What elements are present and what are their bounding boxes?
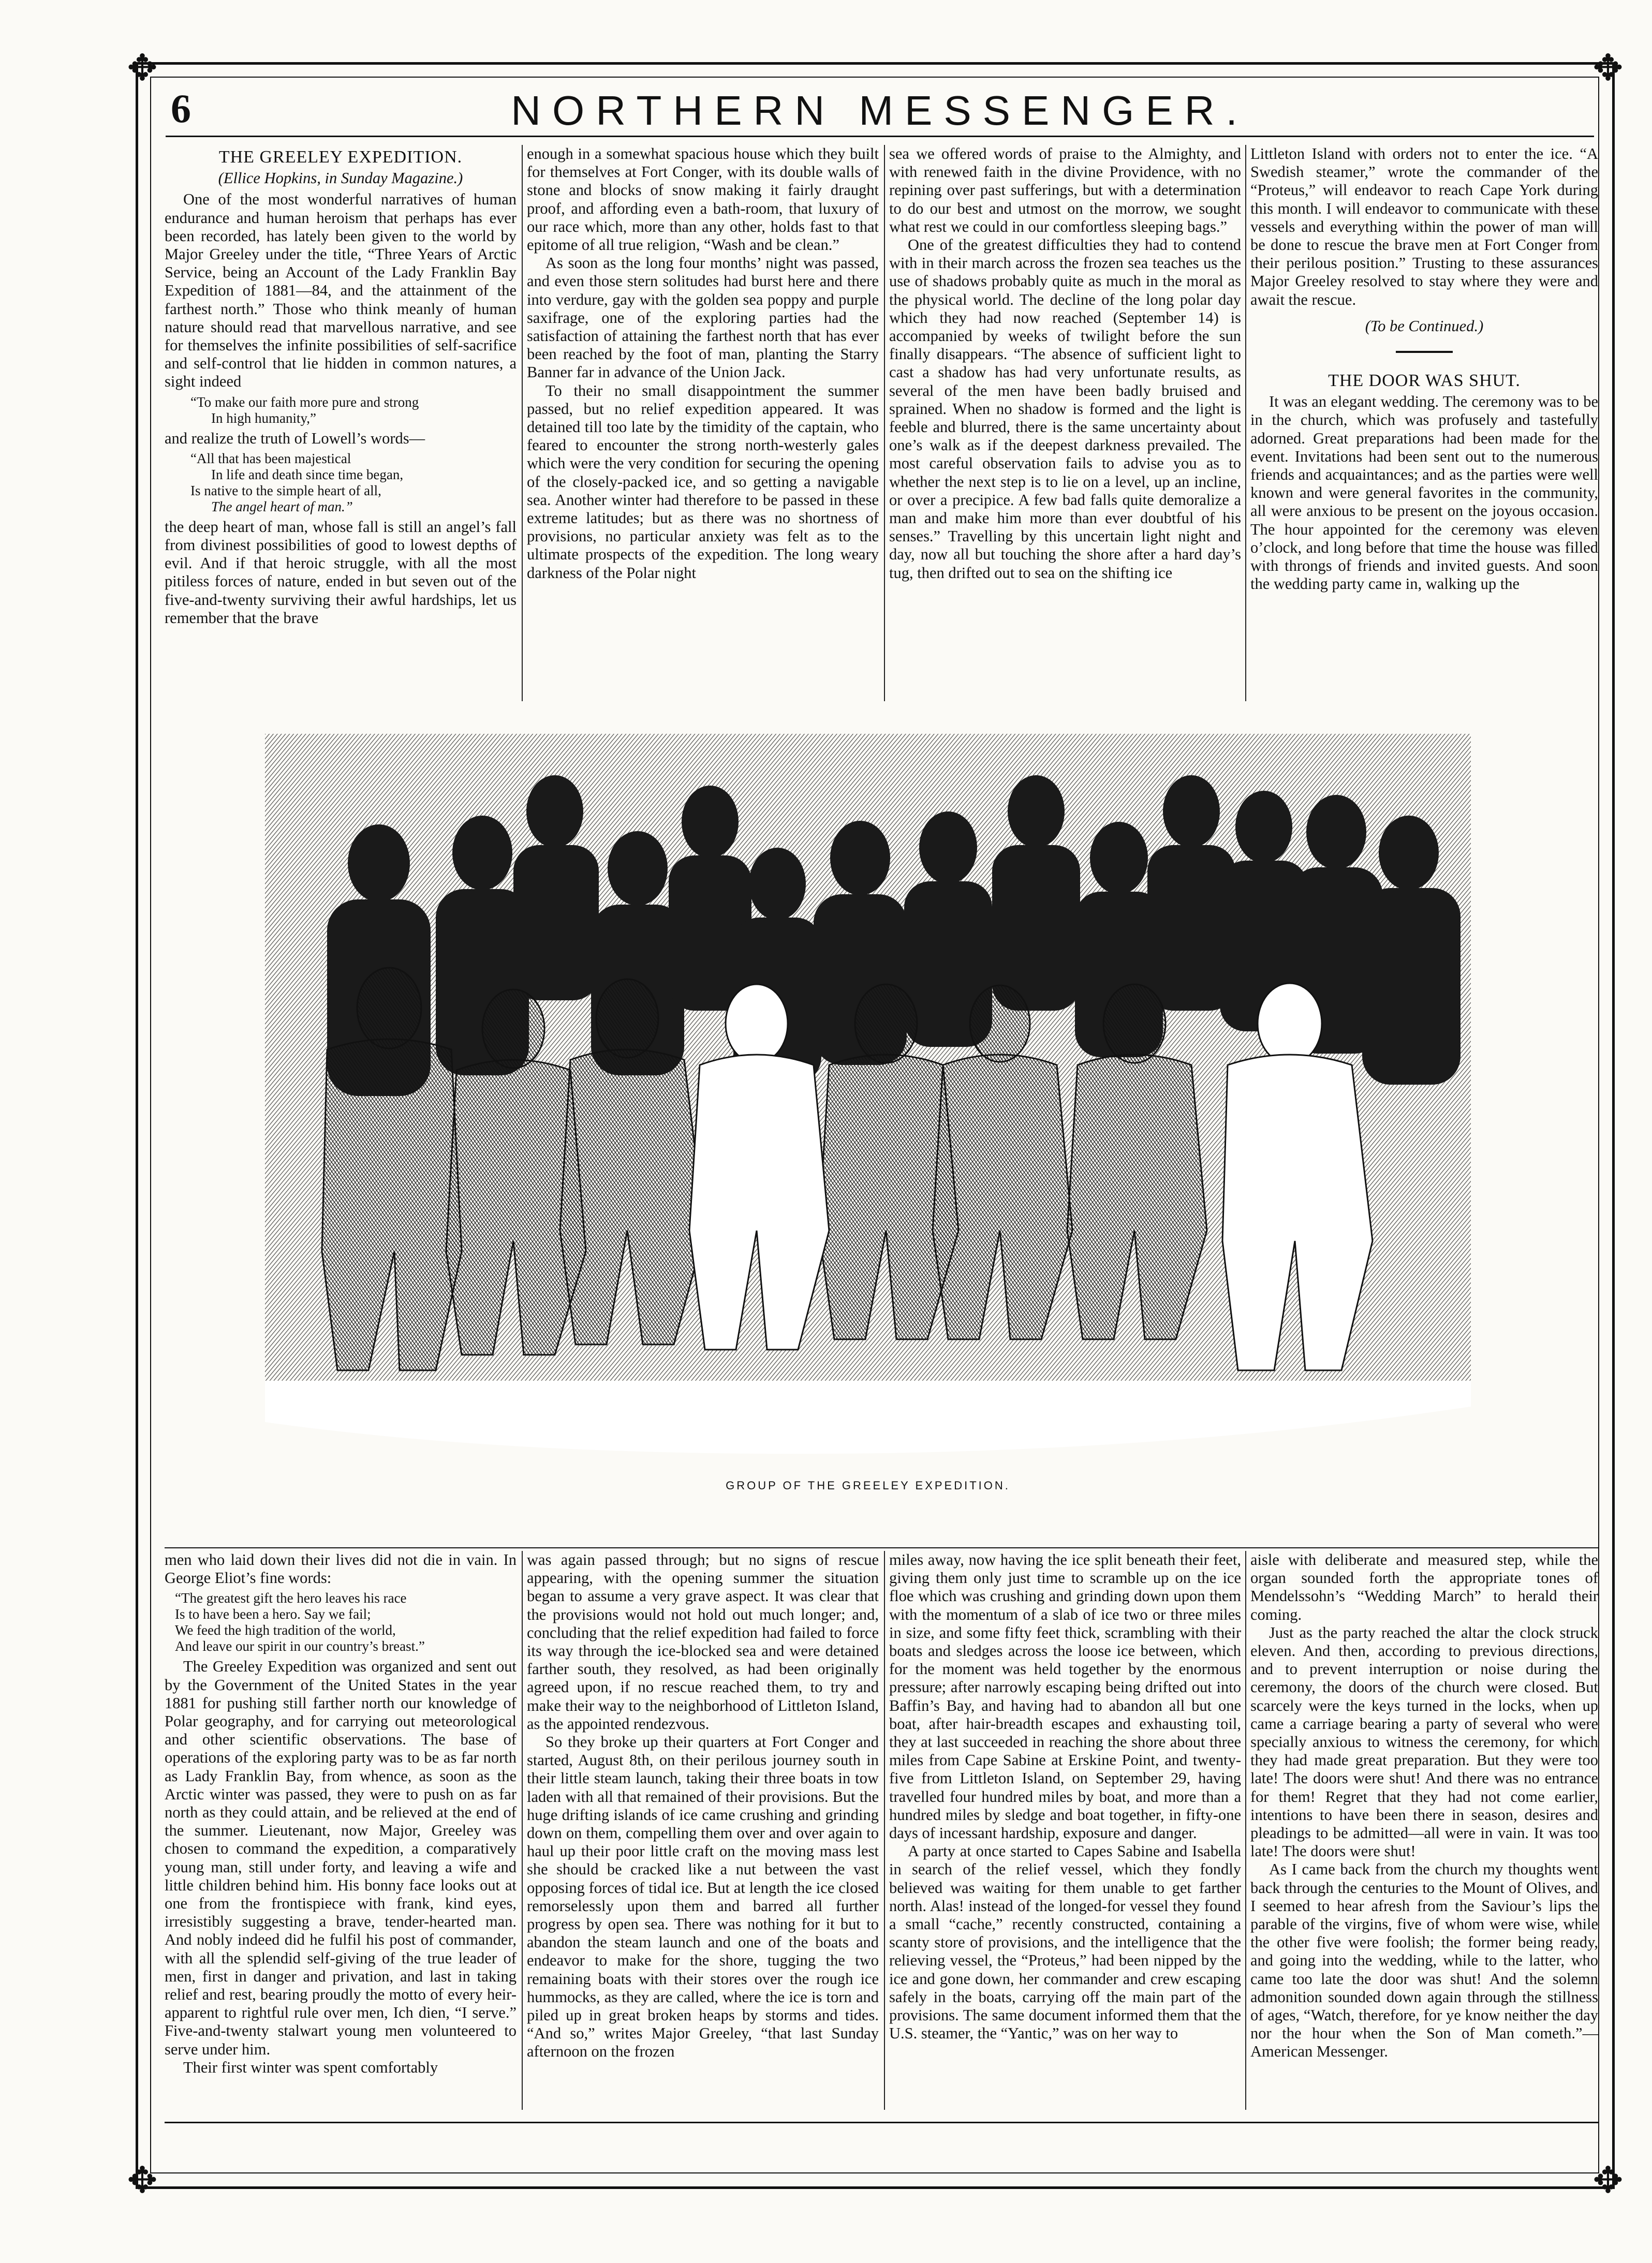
verse-line: “All that has been majestical	[190, 450, 351, 466]
illustration-caption: GROUP OF THE GREELEY EXPEDITION.	[726, 1479, 1010, 1492]
paragraph: A party at once started to Capes Sabine and Isabella in search of the relief vessel, which they fondly believed was waiting for them unable to get farther north. Alas! instead of the longed-for vessel they found a small “cache,” recently constructed, containing a scanty store of provisions, and the intelligence that the relieving vessel, the “Proteus,” had been nipped by the ice and gone down, her commander and crew escaping safely in the boats, carrying off the main part of the provisions. The same document informed them that the U.S. steamer, the “Yantic,” was on her way to	[889, 1842, 1241, 2043]
paragraph: To their no small disappointment the summer passed, but no relief expedition appeared. It was detained till too late by the timidity of the captain, who feared to encounter the strong north-westerly gales which were the very condition for securing the opening of the closely-packed ice, and so getting a navigable sea. Another winter had therefore to be passed in these extreme latitudes; but as there was no shortness of provisions, no particular anxiety was felt as to the ultimate prospects of the expedition. The long weary darkness of the Polar night	[527, 381, 879, 582]
paragraph: Their first winter was spent comfortably	[183, 2058, 438, 2076]
column-divider	[1245, 1551, 1246, 2110]
footer-rule	[165, 2122, 1598, 2123]
article-title: THE DOOR WAS SHUT.	[1328, 371, 1521, 391]
verse-line: Is to have been a hero. Say we fail;	[175, 1606, 371, 1622]
verse-quote	[190, 394, 517, 426]
column-2-bottom	[527, 1551, 879, 2110]
paragraph: the deep heart of man, whose fall is still an angel’s fall from divinest possibilities of good to lowest depths of evil. And if that heroic struggle, with all the most pitiless forces of nature, ended in but seven out of the five-and-twenty surviving their awful hardships, let us remember that the brave	[165, 517, 517, 627]
verse-quote	[190, 451, 517, 515]
verse-line: The angel heart of man.”	[211, 498, 353, 514]
verse-line: In life and death since time began,	[211, 466, 404, 482]
to-be-continued: (To be Continued.)	[1365, 317, 1484, 335]
group-portrait-engraving	[265, 734, 1471, 1468]
corner-ornament-icon: ✥	[127, 49, 158, 88]
paragraph: and realize the truth of Lowell’s words—	[165, 429, 425, 447]
column-3-bottom	[889, 1551, 1241, 2110]
column-3-top	[889, 145, 1241, 701]
paragraph: aisle with deliberate and measured step, while the organ sounded forth the appropriate tones of Mendelssohn’s “Wedding March” to herald their coming.	[1250, 1551, 1598, 1623]
paragraph: Just as the party reached the altar the clock struck eleven. And then, according to previous directions, and to prevent interruption or noise during the ceremony, the doors of the church were closed. But scarcely were the keys turned in the locks, when up came a carriage bearing a party of several who were specially anxious to witness the ceremony, for which they had made great preparation. But they were too late! The doors were shut! And there was no entrance for them! Regret that they had not come earlier, intentions to have been there in season, desires and pleadings to be admitted—all were in vain. It was too late! The doors were shut!	[1250, 1623, 1598, 1860]
section-rule	[165, 1547, 1598, 1548]
paragraph: As soon as the long four months’ night was passed, and even those stern solitudes had burst here and there into verdure, gay with the golden sea poppy and purple saxifrage, one of the exploring parties had the satisfaction of attaining the farthest north that has ever been reached by the foot of man, planting the Starry Banner far in advance of the Union Jack.	[527, 254, 879, 381]
article-title: THE GREELEY EXPEDITION.	[218, 147, 463, 167]
corner-ornament-icon: ✥	[1592, 49, 1624, 88]
paragraph: So they broke up their quarters at Fort Conger and started, August 8th, on their perilous journey south in their little steam launch, taking their three boats in tow laden with all that remained of their provisions. But the huge drifting islands of ice came crushing and grinding down on them, compelling them over and over again to haul up their poor little craft on the moving mass lest she should be cracked like a nut between the vast opposing forces of tidal ice. But at length the ice closed remorselessly upon them and barred all further progress by open sea. There was nothing for it but to abandon the steam launch and one of the boats and endeavor to make for the shore, tugging the two remaining boats with their stores over the rough ice hummocks, as they are called, where the ice is torn and piled up in great broken heaps by storms and tides. “And so,” writes Major Greeley, “that last Sunday afternoon on the frozen	[527, 1733, 879, 2061]
column-1-bottom	[165, 1551, 517, 2110]
paragraph: As I came back from the church my thoughts went back through the centuries to the Mount of Olives, and I seemed to hear afresh from the Saviour’s lips the parable of the virgins, five of whom were wise, while the other five were foolish; the former being ready, and going into the wedding, while to the latter, who came too late the door was shut! And the solemn admonition sounded down again through the stillness of ages, “Watch, therefore, for ye know neither the day nor the hour when the Son of Man cometh.”—American Messenger.	[1250, 1860, 1598, 2061]
verse-line: In high humanity,”	[211, 410, 316, 426]
verse-line: “To make our faith more pure and strong	[190, 394, 419, 410]
header-rule	[166, 136, 1594, 137]
paragraph: Littleton Island with orders not to enter the ice. “A Swedish steamer,” wrote the commander of the “Proteus,” will endeavor to reach Cape York during this month. I will endeavor to communicate with these vessels and everything within the power of man will be done to rescue the brave men at Fort Conger from their perilous position.” Trusting to these assurances Major Greeley resolved to stay where they were and await the rescue.	[1250, 145, 1598, 308]
column-divider	[522, 145, 523, 701]
article-byline: (Ellice Hopkins, in Sunday Magazine.)	[218, 169, 463, 187]
paragraph: was again passed through; but no signs of rescue appearing, with the opening summer the situation began to assume a very grave aspect. It was clear that the provisions would not hold out much longer; and, concluding that the relief expedition had failed to force its way through the ice-blocked sea and were detained farther south, they resolved, as had been originally agreed upon, if no rescue reached them, to try and make their way to the neighborhood of Littleton Island, as the appointed rendezvous.	[527, 1551, 879, 1733]
paragraph: It was an elegant wedding. The ceremony was to be in the church, which was profusely and tastefully adorned. Great preparations had been made for the event. Invitations had been sent out to the numerous friends and acquaintances; and as the parties were well known and were general favorites in the community, all were anxious to be present on the joyous occasion. The hour appointed for the ceremony was eleven o’clock, and long before that time the house was filled with throngs of friends and invited guests. And soon the wedding party came in, walking up the	[1250, 393, 1598, 593]
column-divider	[522, 1551, 523, 2110]
corner-ornament-icon: ✥	[1592, 2161, 1624, 2201]
page-number: 6	[171, 86, 191, 131]
column-1-top	[165, 145, 517, 701]
column-2-top	[527, 145, 879, 701]
section-divider	[1396, 351, 1453, 353]
paragraph: sea we offered words of praise to the Almighty, and with renewed faith in the divine Providence, with no repining over past sufferings, but with a determination to do our best and utmost on the morrow, we sought what rest we could in our comfortless sleeping bags.”	[889, 145, 1241, 235]
column-4-top	[1250, 145, 1598, 701]
paragraph: miles away, now having the ice split beneath their feet, giving them only just time to scramble up on the ice floe which was crushing and grinding down upon them with the momentum of a slab of ice two or three miles in size, and some fifty feet thick, scrambling with their boats and sledges across the loose ice between, which for the moment was held together by the enormous pressure; after narrowly escaping being drifted out into Baffin’s Bay, and having had to abandon all but one boat, after hair-breadth escapes and exhausting toil, they at last succeeded in reaching the shore about three miles from Cape Sabine at Erskine Point, and twenty-five from Littleton Island, on September 29, having travelled four hundred miles by boat, and more than a hundred miles by sledge and boat together, in fifty-one days of incessant hardship, exposure and danger.	[889, 1551, 1241, 1842]
paragraph: The Greeley Expedition was organized and sent out by the Government of the United States in the year 1881 for pushing still farther north our knowledge of Polar geography, and for carrying out meteorological and other scientific observations. The base of operations of the exploring party was to be as far north as Lady Franklin Bay, from whence, as soon as the Arctic winter was passed, they were to push on as far north as they could attain, and be relieved at the end of the summer. Lieutenant, now Major, Greeley was chosen to command the expedition, a comparatively young man, still under forty, and leaving a wife and little children behind him. His bonny face looks out at one from the frontispiece with frank, kind eyes, irresistibly suggesting a brave, tender-hearted man. And nobly indeed did he fulfil his post of commander, with all the splendid self-giving of the true leader of men, first in danger and privation, and last in taking relief and rest, bearing proudly the motto of every heir-apparent to rightful rule over men, Ich dien, “I serve.” Five-and-twenty stalwart young men volunteered to serve under him.	[165, 1658, 517, 2058]
column-divider	[884, 1551, 885, 2110]
paragraph: men who laid down their lives did not die in vain. In George Eliot’s fine words:	[165, 1551, 517, 1587]
corner-ornament-icon: ✥	[127, 2161, 158, 2201]
verse-line: “The greatest gift the hero leaves his race	[175, 1590, 407, 1606]
verse-quote	[175, 1590, 517, 1654]
paragraph: enough in a somewhat spacious house which they built for themselves at Fort Conger, with its double walls of stone and blocks of snow making it fairly draught proof, and affording even a bath-room, that luxury of our race which, more than any other, holds fast to that epitome of all true religion, “Wash and be clean.”	[527, 145, 879, 254]
paragraph: One of the greatest difficulties they had to contend with in their march across the frozen sea teaches us the use of shadows probably quite as much in the moral as the physical world. The decline of the long polar day which they had now reached (September 14) is accompanied by weeks of twilight before the sun finally disappears. “The absence of sufficient light to cast a shadow has had very unfortunate results, as several of the men have been badly bruised and sprained. When no shadow is formed and the light is feeble and blurred, there is the same uncertainty about one’s walk as if the deepest darkness prevailed. The most careful observation fails to advise you as to whether the next step is to lie on a level, up an incline, or over a precipice. A few bad falls quite demoralize a man and make him more than ever doubtful of his senses.” Travelling by this uncertain light night and day, now all but touching the shore after a hard day’s tug, then drifted out to sea on the shifting ice	[889, 236, 1241, 582]
verse-line: We feed the high tradition of the world,	[175, 1622, 396, 1638]
masthead-title: NORTHERN MESSENGER.	[511, 87, 1249, 134]
paragraph: One of the most wonderful narratives of human endurance and human heroism that perhaps has ever been recorded, has lately been given to the world by Major Greeley under the title, “Three Years of Arctic Service, being an Account of the Lady Franklin Bay Expedition of 1881—84, and the attainment of the farthest north.” Those who think meanly of human nature should read that marvellous narrative, and see for themselves the infinite possibilities of self-sacrifice and self-control that lie hidden in common natures, a sight indeed	[165, 190, 517, 391]
verse-line: And leave our spirit in our country’s breast.”	[175, 1638, 425, 1654]
column-divider	[884, 145, 885, 701]
column-divider	[1245, 145, 1246, 701]
verse-line: Is native to the simple heart of all,	[190, 482, 381, 498]
column-4-bottom	[1250, 1551, 1598, 2110]
